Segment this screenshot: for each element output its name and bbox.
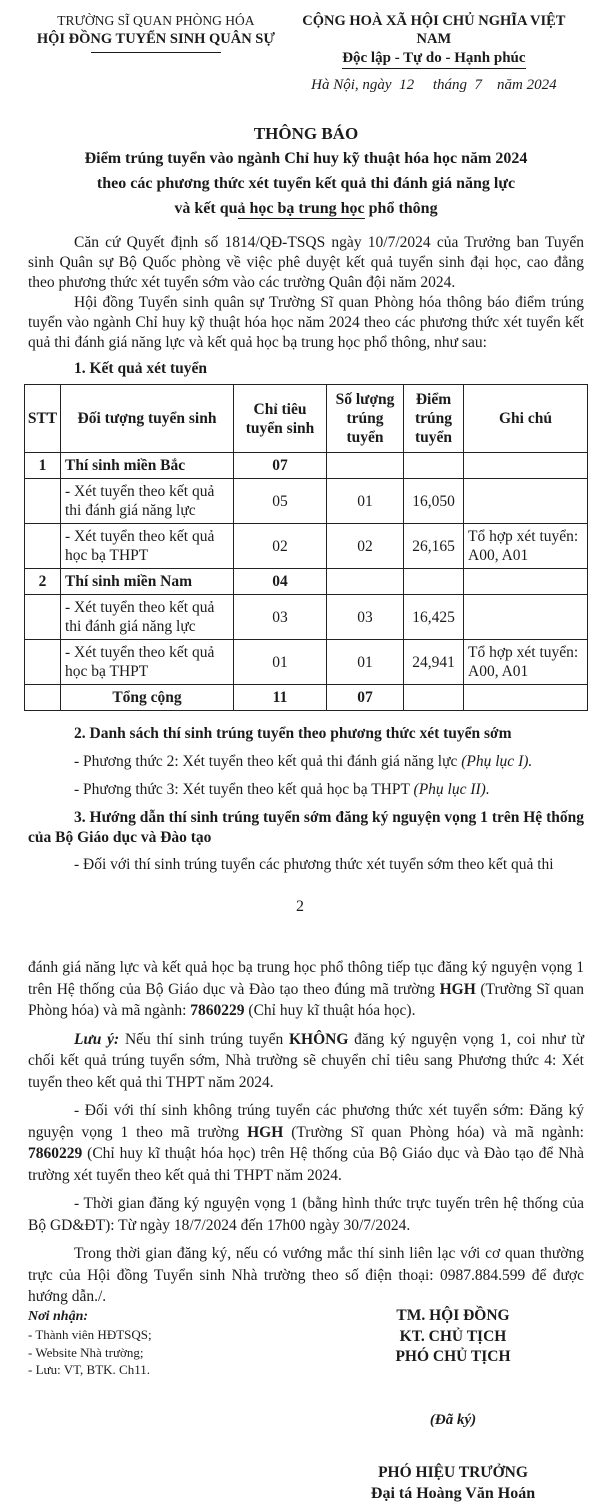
section2-heading: 2. Danh sách thí sinh trúng tuyển theo phương thức xét tuyển sớm — [74, 725, 512, 742]
col-header-so-luong: Số lượng trúng tuyển — [327, 385, 404, 453]
appendix2-ref: (Phụ lục II). — [413, 781, 490, 798]
page-number: 2 — [296, 898, 304, 915]
signer-title: PHÓ HIỆU TRƯỞNG — [378, 1463, 528, 1481]
national-title: CỘNG HOÀ XÃ HỘI CHỦ NGHĨA VIỆT NAM — [302, 13, 566, 47]
issuing-org-block — [28, 12, 284, 94]
signature-authority-line2: KT. CHỦ TỊCH — [399, 1327, 507, 1345]
paragraph-contact: Trong thời gian đăng ký, nếu có vướng mắc thí sinh liên lạc với cơ quan thường trực của Hội đồng Tuyển sinh Nhà trường theo số điện thoại: 0987.884.599 để được hướng dẫn./. — [28, 1245, 584, 1305]
col-header-ghi-chu: Ghi chú — [464, 385, 588, 453]
major-code: 7860229 — [190, 1002, 245, 1019]
page2-content — [28, 957, 584, 1308]
method3-item: - Phương thức 3: Xét tuyển theo kết quả học bạ THPT (Phụ lục II). — [74, 781, 490, 798]
school-code: HGH — [247, 1123, 284, 1141]
title-underlined-phrase: ả học bạ trung học — [237, 200, 365, 217]
khong-emphasis: KHÔNG — [288, 1030, 349, 1048]
paragraph-registration-period: - Thời gian đăng ký nguyện vọng 1 (bằng hình thức trực tuyến trên hệ thống của Bộ GD&ĐT): Từ ngày 18/7/2024 đến 17h00 ngày 30/7/2024. — [28, 1195, 584, 1234]
org-name-line1: TRƯỜNG SĨ QUAN PHÒNG HÓA — [57, 13, 255, 28]
paragraph-announcement: Hội đồng Tuyển sinh quân sự Trường Sĩ quan Phòng hóa thông báo điểm trúng tuyển vào ngành Chỉ huy kỹ thuật hóa học năm 2024 theo các phương thức xét tuyển kết quả thi đánh giá năng lực và kết quả học bạ trung học phổ thông, như sau: — [28, 294, 584, 351]
signer-name: Đại tá Hoàng Văn Hoán — [370, 1484, 536, 1502]
recipients-label: Nơi nhận: — [28, 1309, 89, 1324]
table-total-row: Tổng cộng 11 07 — [25, 685, 588, 711]
paragraph-registration-continued: đánh giá năng lực và kết quả học bạ trung học phổ thông tiếp tục đăng ký nguyện vọng 1 trên Hệ thống của Bộ Giáo dục và Đào tạo theo đúng mã trường HGH (Trường Sĩ quan Phòng hóa) và mã ngành: 7860229 (Chỉ huy kĩ thuật hóa học). — [28, 959, 584, 1019]
place-dateline: Hà Nội, ngày 12 tháng 7 năm 2024 — [311, 77, 557, 93]
recipient-item: - Thành viên HĐTSQS; — [28, 1327, 152, 1342]
appendix1-ref: (Phụ lục I). — [461, 753, 533, 770]
paragraph-not-admitted: - Đối với thí sinh không trúng tuyển các phương thức xét tuyển sớm: Đăng ký nguyện vọng 1 theo mã trường HGH (Trường Sĩ quan Phòng hóa) và mã ngành: 7860229 (Chỉ huy kĩ thuật hóa học) trên Hệ thống của Bộ Giáo dục và Đào tạo để Nhà trường xét tuyển theo kết quả thi THPT năm 2024. — [28, 1102, 584, 1184]
signature-authority-line1: TM. HỘI ĐỒNG — [396, 1307, 510, 1324]
col-header-stt: STT — [25, 385, 61, 453]
col-header-chi-tieu: Chỉ tiêu tuyển sinh — [234, 385, 327, 453]
recipient-item: - Lưu: VT, BTK. Ch11. — [28, 1362, 150, 1377]
title-block — [28, 122, 584, 221]
table-row: - Xét tuyển theo kết quả thi đánh giá năng lực 03 03 16,425 — [25, 595, 588, 640]
col-header-diem: Điểm trúng tuyển — [404, 385, 464, 453]
section3-paragraph-start: - Đối với thí sinh trúng tuyển các phương thức xét tuyển sớm theo kết quả thi — [74, 856, 554, 873]
signature-authority-line3: PHÓ CHỦ TỊCH — [395, 1348, 511, 1365]
paragraph-legal-basis: Căn cứ Quyết định số 1814/QĐ-TSQS ngày 10/7/2024 của Trưởng ban Tuyển sinh Quân sự Bộ Quốc phòng về việc phê duyệt kết quả tuyển sinh đại học, cao đẳng theo phương thức xét tuyển sớm vào các trường Quân đội năm 2024. — [28, 234, 584, 291]
signature-block — [322, 1306, 584, 1504]
document-header — [28, 12, 584, 94]
school-code: HGH — [439, 980, 476, 998]
table-header-row — [25, 385, 588, 453]
page1-content — [28, 12, 584, 875]
signed-note: (Đã ký) — [429, 1411, 477, 1428]
section3-heading: 3. Hướng dẫn thí sinh trúng tuyển sớm đăng ký nguyện vọng 1 trên Hệ thống của Bộ Giáo dục và Đào tạo — [28, 809, 584, 846]
admission-results-table — [24, 384, 588, 711]
recipients-block — [28, 1308, 258, 1379]
table-row: - Xét tuyển theo kết quả thi đánh giá năng lực 05 01 16,050 — [25, 479, 588, 524]
title-line2: theo các phương thức xét tuyển kết quả thi đánh giá năng lực — [96, 175, 516, 192]
note-paragraph: Lưu ý: Nếu thí sinh trúng tuyển KHÔNG đăng ký nguyện vọng 1, coi như từ chối kết quả trúng tuyển sớm, Nhà trường sẽ chuyển chỉ tiêu sang Phương thức 4: Xét tuyển theo kết quả thi THPT năm 2024. — [28, 1030, 584, 1091]
title-line1: Điểm trúng tuyển vào ngành Chỉ huy kỹ thuật hóa học năm 2024 — [84, 150, 528, 167]
org-underline-rule — [91, 50, 221, 53]
national-motto: Độc lập - Tự do - Hạnh phúc — [342, 48, 525, 69]
note-label: Lưu ý: — [74, 1030, 120, 1048]
org-name-line2: HỘI ĐỒNG TUYỂN SINH QUÂN SỰ — [36, 31, 275, 47]
document-type-title: THÔNG BÁO — [253, 124, 359, 143]
title-line3: và kết quả học bạ trung học phổ thông — [174, 200, 438, 217]
table-row: - Xét tuyển theo kết quả học bạ THPT 01 01 24,941 Tổ hợp xét tuyển: A00, A01 — [25, 640, 588, 685]
table-row: 1 Thí sinh miền Bắc 07 — [25, 453, 588, 479]
section1-heading: 1. Kết quả xét tuyển — [74, 360, 208, 377]
major-code: 7860229 — [28, 1145, 83, 1162]
table-row: - Xét tuyển theo kết quả học bạ THPT 02 02 26,165 Tổ hợp xét tuyển: A00, A01 — [25, 524, 588, 569]
col-header-doi-tuong: Đối tượng tuyển sinh — [61, 385, 234, 453]
national-header-block — [284, 12, 584, 94]
recipient-item: - Website Nhà trường; — [28, 1344, 144, 1360]
table-row: 2 Thí sinh miền Nam 04 — [25, 569, 588, 595]
method2-item: - Phương thức 2: Xét tuyển theo kết quả thi đánh giá năng lực (Phụ lục I). — [74, 753, 533, 770]
